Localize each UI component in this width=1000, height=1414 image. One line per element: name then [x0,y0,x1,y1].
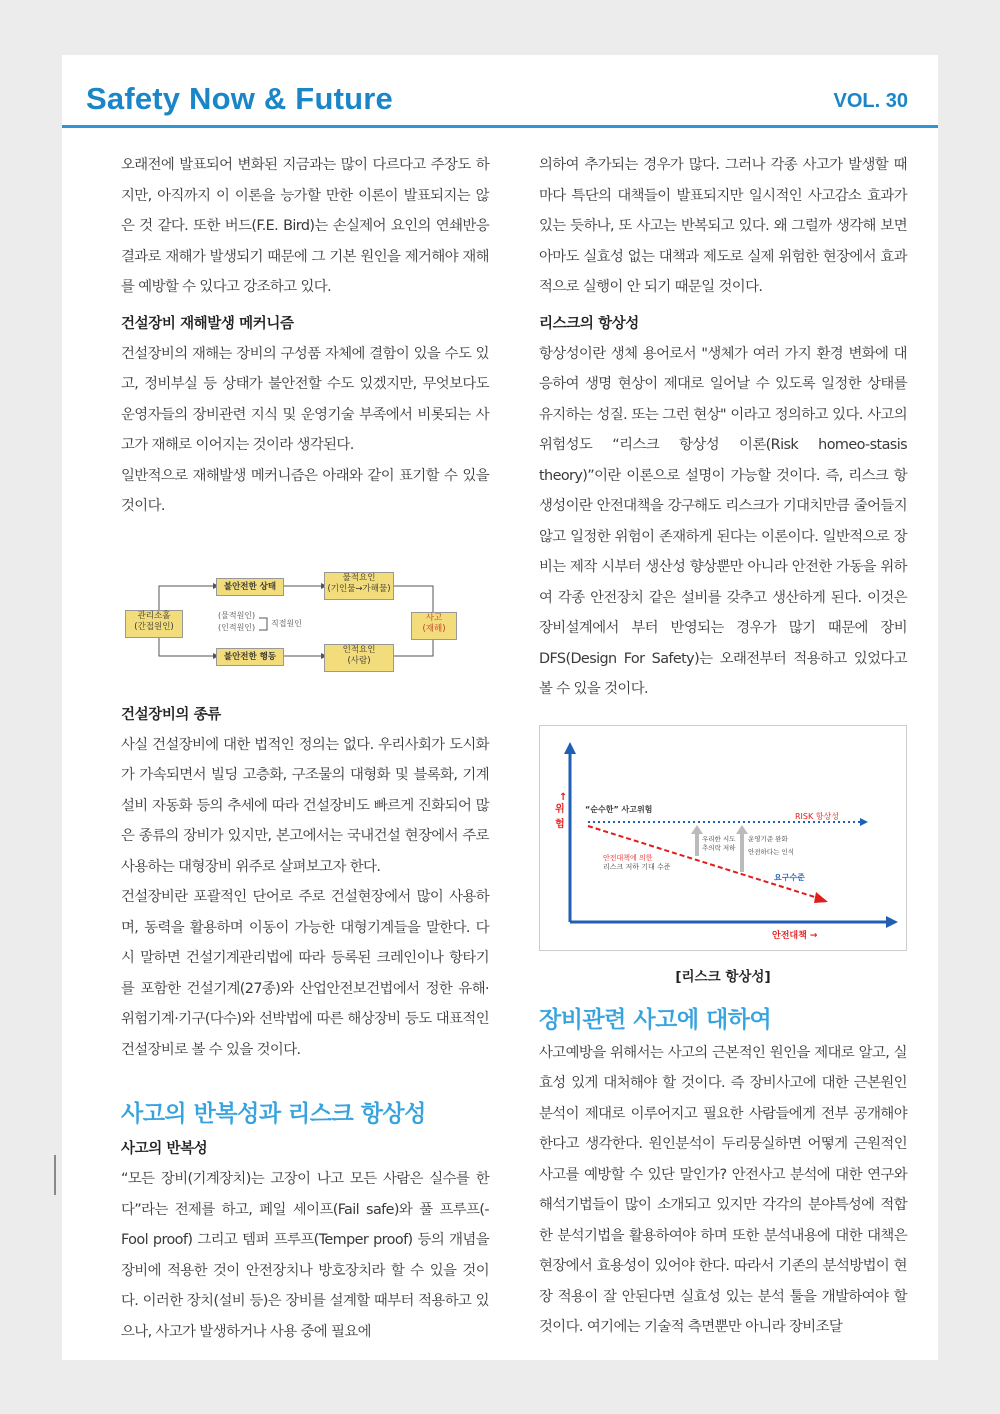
risk-homeostasis-paragraph: 항상성이란 생체 용어로서 "생체가 여러 가지 환경 변화에 대응하여 생명 현상이 제대로 일어날 수 있도록 일정한 상태를 유지하는 성질. 또는 그런 현상" 이라고 정의하고 있다. 사고의 위험성도 “리스크 항상성 이론(Risk homeo-stasis theory)”이란 이론으로 설명이 가능할 것이다. 즉, 리스크 항생성이란 안전대책을 강구해도 리스크가 기대치만큼 줄어들지 않고 일정한 위험이 존재하게 된다는 이론이다. 일반적으로 장비는 제작 시부터 생산성 향상뿐만 아니라 안전한 가동을 위하여 각종 안전장치 같은 설비를 갖추고 생산하게 된다. 이것은 장비설계에서 부터 반영되는 경우가 많기 때문에 장비DFS(Design For Safety)는 오래전부터 적용하고 있었다고 볼 수 있을 것이다. [539,345,907,697]
required-level-label: 요구수준 [774,872,805,882]
human-cause-label: (인적원인) [218,622,256,632]
right-paragraph-1: 의하여 추가되는 경우가 많다. 그러나 각종 사고가 발생할 때마다 특단의 대책들이 발표되지만 일시적인 사고감소 효과가 있는 듯하나, 또 사고는 반복되고 있다. 왜 그럴까 생각해 보면 아마도 실효성 없는 대책과 제도로 실제 위험한 현장에서 효과적으로 실행이 안 되기 때문일 것이다. [539,157,907,295]
y-axis-arrow-label: ↑ [559,791,568,803]
risk-homeostasis-chart [539,725,907,951]
accident-box [411,612,457,640]
expectation-label [603,854,671,872]
expectation-label-2: 리스크 저하 기대 수준 [603,862,671,871]
management-label: 관리소홀 [137,610,171,621]
unsafe-act-box: 불안전한 행동 [216,648,284,666]
right-column [539,150,907,1343]
human-factor-box [324,644,394,672]
material-factor-sub: (기인물→가해물) [327,583,391,594]
volume-number: VOL. 30 [833,90,908,112]
x-axis-label: 안전대책 → [772,930,818,941]
y-axis-arrowhead [564,742,576,754]
cause-labels [218,610,255,634]
x-axis-arrowhead [886,916,898,928]
repetition-paragraph: “모든 장비(기계장치)는 고장이 나고 모든 사람은 실수를 한다”라는 전제를 하고, 페일 세이프(Fail safe)와 풀 프루프(-Fool proof) 그리고 템퍼 프루프(Temper proof) 등의 개념을 장비에 적용한 것이 안전장치나 방호장치라 할 수 있을 것이다. 이러한 장치(설비 등)은 장비를 설계할 때부터 적용하고 있으나, 사고가 발생하거나 사용 중에 필요에 [121,1171,489,1340]
human-factor-label: 인적요인 [342,644,376,655]
mechanism-paragraph-2: 일반적으로 재해발생 메커니즘은 아래와 같이 표기할 수 있을 것이다. [121,467,489,514]
equipment-types-heading: 건설장비의 종류 [121,706,221,723]
right-paragraph-2: 사고예방을 위해서는 사고의 근본적인 원인을 제대로 알고, 실효성 있게 대처해야 할 것이다. 즉 장비사고에 대한 근본원인 분석이 제대로 이루어지고 필요한 사람들에게 전부 공개해야 한다고 생각한다. 원인분석이 두리뭉실하면 어떻게 근원적인 사고를 예방할 수 있단 말인가? 안전사고 분석에 대한 연구와 해석기법들이 많이 소개되고 있지만 각각의 분야특성에 적합한 분석기법을 활용하여야 하며 또한 분석내용에 대한 대책은 현장에서 효용성이 있어야 한다. 따라서 기존의 분석방법이 현장 적용이 잘 안된다면 실효성 있는 분석 툴을 개발하여야 할 것이다. 여기에는 기술적 측면뿐만 아니라 장비조달 [539,1044,907,1335]
material-factor-box [324,572,394,600]
magazine-title: Safety Now & Future [86,81,393,116]
page [62,55,938,1360]
compensation-arrowhead-2 [736,825,748,834]
direct-cause-label: 직접원인 [271,618,302,628]
section-title-equipment-accidents: 장비관련 사고에 대하여 [539,1006,772,1033]
equipment-types-paragraph-1: 사실 건설장비에 대한 법적인 정의는 없다. 우리사회가 도시화가 가속되면서 빌딩 고층화, 구조물의 대형화 및 블록화, 기계설비 자동화 등의 추세에 따라 건설장비도 빠르게 진화되어 많은 종류의 장비가 있지만, 본고에서는 국내건설 현장에서 주로 사용하는 대형장비 위주로 살펴보고자 한다. [121,736,489,875]
risk-homeostasis-arrowhead [860,818,868,826]
material-cause-label: (물적원인) [218,610,256,620]
reduction-label [702,835,735,853]
left-column [121,150,489,1347]
management-sub: (간접원인) [134,621,174,632]
repetition-heading: 사고의 반복성 [121,1141,208,1157]
mechanism-heading: 건설장비 재해발생 메커니즘 [121,315,294,332]
human-factor-sub: (사람) [347,655,371,666]
section-title-repetition: 사고의 반복성과 리스크 항상성 [121,1101,426,1127]
header-divider [62,125,938,128]
risk-homeostasis-heading: 리스크의 항상성 [539,315,639,332]
risk-homeostasis-label: RISK 항상성 [795,811,839,821]
y-axis-label: 위험 [555,803,565,830]
diagram-arrows [121,534,489,674]
ops-label [748,833,794,859]
accident-mechanism-diagram [121,534,489,674]
accident-sub: (재해) [422,623,446,634]
material-factor-label: 물적요인 [342,572,376,583]
pure-risk-label: “순수한” 사고위험 [585,804,653,814]
accident-label: 사고 [425,612,443,623]
mechanism-paragraph-1: 건설장비의 재해는 장비의 구성품 자체에 결함이 있을 수도 있고, 정비부실 등 상태가 불안전할 수도 있겠지만, 무엇보다도 운영자들의 장비관련 지식 및 운영기술 부족에서 비롯되는 사고가 재해로 이어지는 것이라 생각된다. [121,345,489,453]
ops-label-2: 안전하다는 인식 [748,847,795,856]
required-level-arrowhead [814,892,828,903]
ops-label-1: 운영기준 완화 [748,834,788,843]
expectation-label-1: 안전대책에 의한 [603,853,653,862]
intro-paragraph: 오래전에 발표되어 변화된 지금과는 많이 다르다고 주장도 하지만, 아직까지 이 이론을 능가할 만한 이론이 발표되지는 않은 것 같다. 또한 버드(F.E. Bird)는 손실제어 요인의 연쇄반응 결과로 재해가 발생되기 때문에 그 기본 원인을 제거해야 재해를 예방할 수 있다고 강조하고 있다. [121,157,489,295]
reduction-label-2: 추의락 저하 [702,843,736,852]
chart-caption: [리스크 항상성] [675,968,771,985]
management-box [125,610,183,638]
compensation-arrowhead-1 [691,825,703,834]
reduction-label-1: 우리한 시도 [702,834,736,843]
margin-mark [54,1155,56,1195]
equipment-types-paragraph-2: 건설장비란 포괄적인 단어로 주로 건설현장에서 많이 사용하며, 동력을 활용하며 이동이 가능한 대형기계들을 말한다. 다시 말하면 건설기계관리법에 따라 등록된 크레인이나 항타기를 포함한 건설기계(27종)와 산업안전보건법에서 정한 유해·위험기계·기구(다수)와 선박법에 따른 해상장비 등도 대표적인 건설장비로 볼 수 있을 것이다. [121,889,489,1058]
unsafe-state-box: 불안전한 상태 [216,578,284,596]
